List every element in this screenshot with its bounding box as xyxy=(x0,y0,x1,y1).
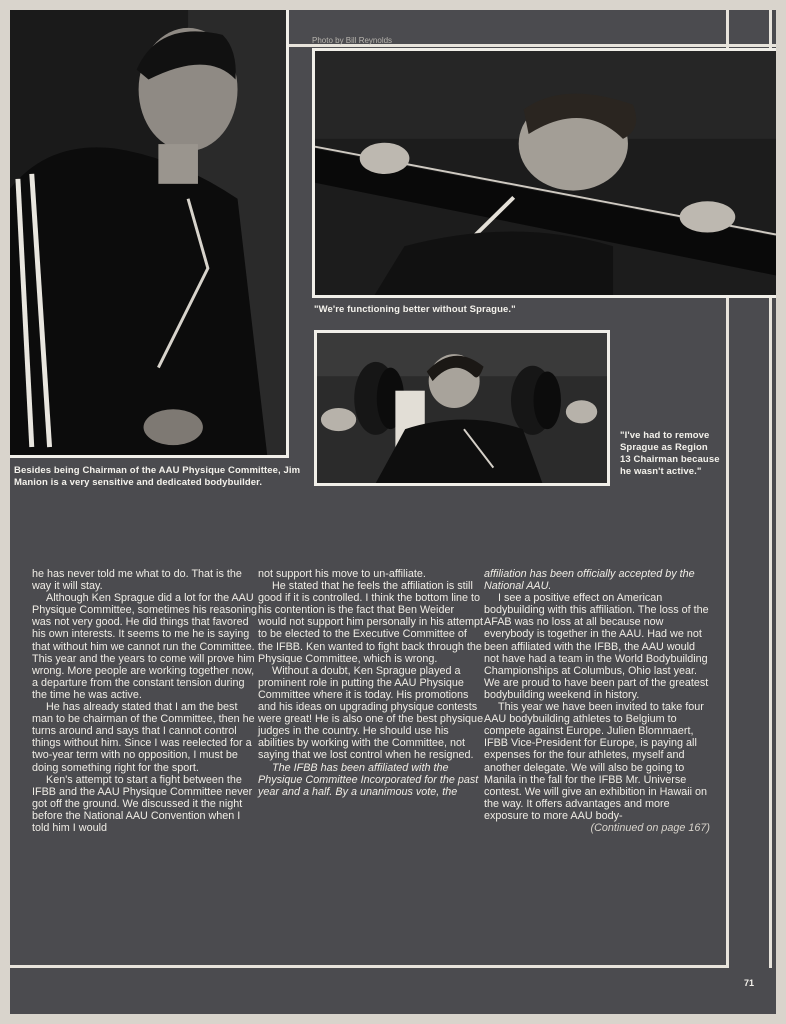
paragraph: He stated that he feels the affiliation is still good if it is controlled. I think the bottom line to his contention is the fact that Ben Weider would not support him personally in his attempt to be elected to the Executive Committee of the IFBB. Ken wanted to fight back through the Physique Committee, which is wrong. xyxy=(258,580,484,665)
paragraph: affiliation has been officially accepted by the National AAU. xyxy=(484,568,695,593)
text-column-1 xyxy=(32,568,258,834)
continued-on-page: (Continued on page 167) xyxy=(590,821,710,834)
paragraph: Without a doubt, Ken Sprague played a prominent role in putting the AAU Physique Committee where it is today. His promotions and his ideas on upgrading physique contests were great! He is also one of the best physique judges in the country. He should use his abilities by working with the Committee, not saying that we lost control when he resigned. xyxy=(258,664,484,762)
paragraph: He has already stated that I am the best man to be chairman of the Committee, then he turns around and says that I cannot control things without him. Since I was reelected for a two-year term with no opposition, I must be doing something right for the sport. xyxy=(32,701,255,774)
caption-top-right-photo: "We're functioning better without Sprague." xyxy=(314,304,516,315)
photo-bench-press-top xyxy=(312,48,776,298)
paragraph: not support his move to un-affiliate. xyxy=(258,568,426,580)
text-column-2 xyxy=(258,568,484,798)
frame-line-bottom xyxy=(10,965,729,968)
caption-left-photo: Besides being Chairman of the AAU Physique Committee, Jim Manion is a very sensitive and dedicated bodybuilder. xyxy=(14,465,301,488)
photo-jim-manion-portrait xyxy=(10,10,289,458)
caption-bottom-right-photo: "I've had to remove Sprague as Region 13 Chairman because he wasn't active." xyxy=(620,430,720,477)
paragraph: This year we have been invited to take four AAU bodybuilding athletes to Belgium to compete against Europe. Julien Blommaert, IFBB Vice-President for Europe, is paying all expenses for the four athletes, myself and another delegate. We will also be going to Manila in the fall for the IFBB Mr. Universe contest. We will give an exhibition in Hawaii on the way. It offers advantages and more exposure to more AAU body- xyxy=(484,701,708,822)
photo-credit: Photo by Bill Reynolds xyxy=(312,36,393,45)
paragraph: Ken's attempt to start a fight between the IFBB and the AAU Physique Committee never got off the ground. We discussed it the night before the National AAU Convention when I told him I would xyxy=(32,773,253,834)
page-number: 71 xyxy=(743,978,754,988)
paragraph: The IFBB has been affiliated with the Physique Committee Incorporated for the past year and a half. By a unanimous vote, the xyxy=(258,761,479,798)
magazine-page xyxy=(10,10,776,1014)
paragraph: he has never told me what to do. That is the way it will stay. xyxy=(32,568,242,593)
text-column-3 xyxy=(484,568,710,834)
paragraph: I see a positive effect on American bodybuilding with this affiliation. The loss of the AFAB was no loss at all because now everybody is together in the AAU. Had we not been affiliated with the IFBB, the AAU would not have had a team in the World Bodybuilding Championships at Columbus, Ohio last year. We are proud to have been part of the greatest bodybuilding weekend in history. xyxy=(484,592,709,701)
photo-dumbbell-press xyxy=(314,330,610,486)
paragraph: Although Ken Sprague did a lot for the AAU Physique Committee, sometimes his reasoning was not very good. He did things that favored his own interests. It seems to me he is saying that without him we cannot run the Committee. This year and the years to come will prove him wrong. More people are working together now, a departure from the constant tension during the time he was active. xyxy=(32,592,258,701)
